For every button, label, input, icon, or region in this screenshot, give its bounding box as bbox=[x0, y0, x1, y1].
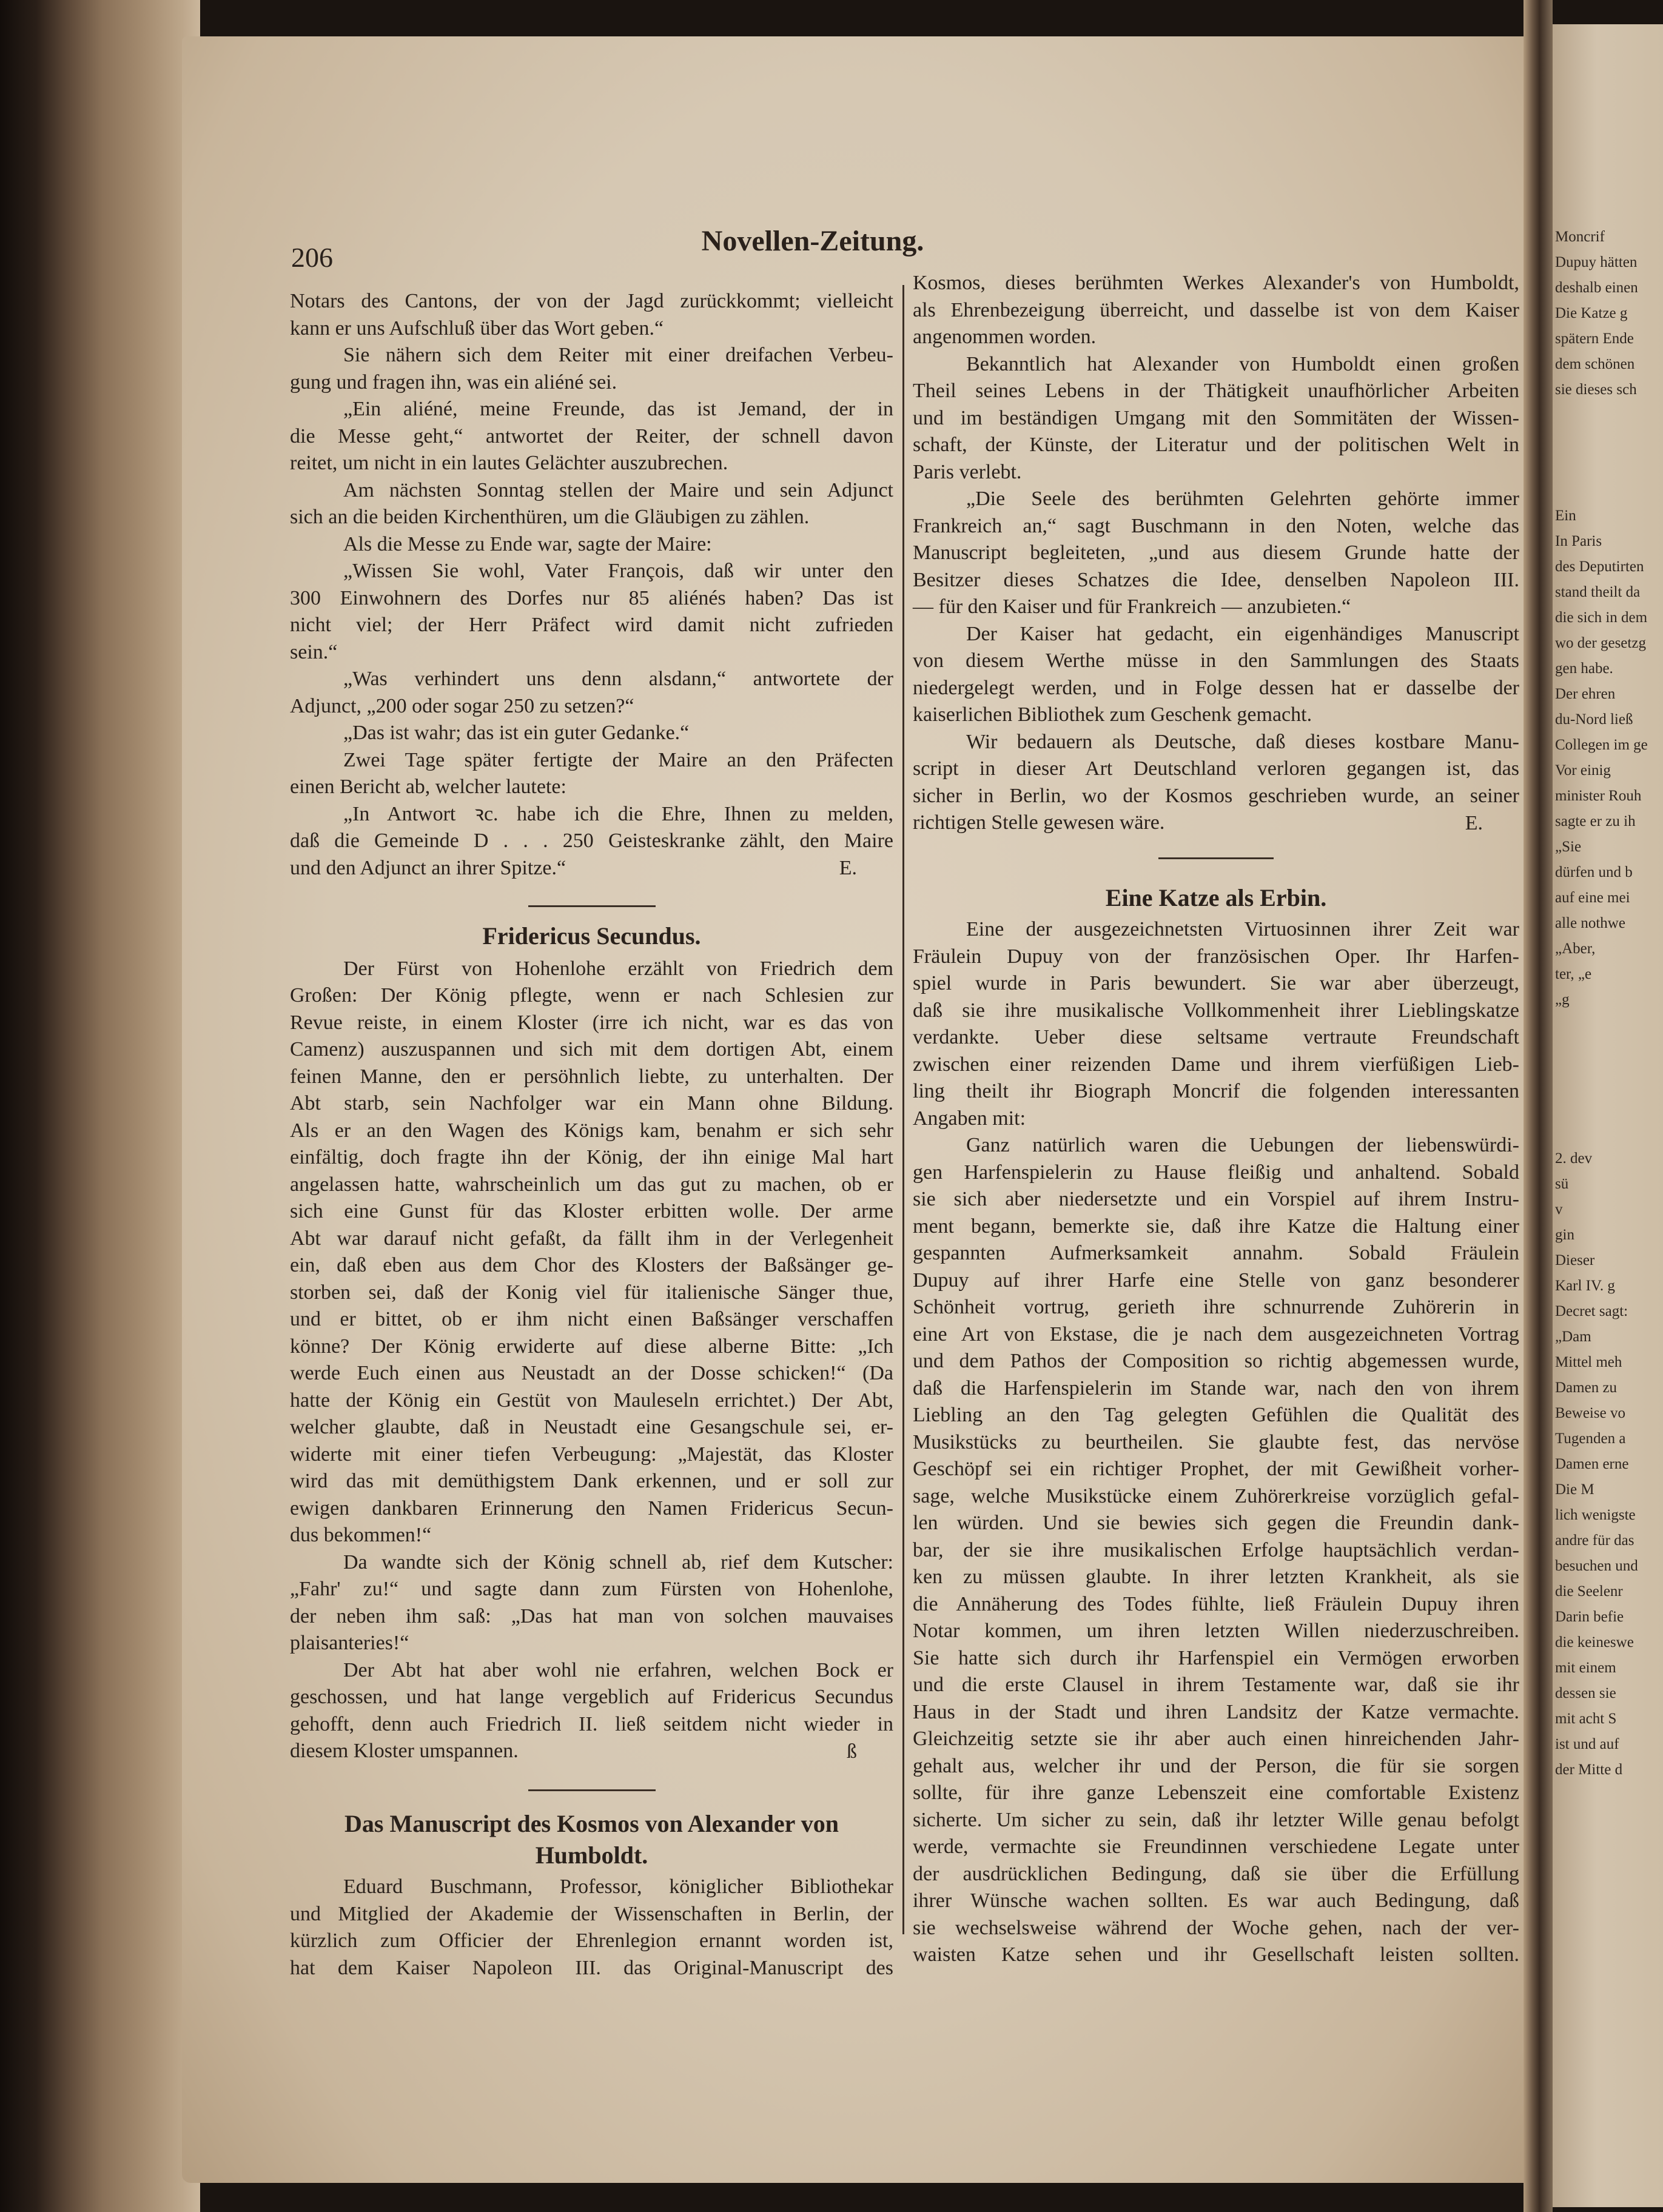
text-line: nicht viel; der Herr Präfect wird damit nicht zufrieden bbox=[290, 614, 893, 636]
text-line: bar, der sie ihre musikalischen Erfolge hauptsächlich verdan- bbox=[913, 1538, 1519, 1561]
next-page-text-fragment: Moncrif bbox=[1555, 229, 1605, 245]
paragraph bbox=[290, 956, 893, 1549]
text-line: wird das mit demüthigstem Dank erkennen, und er soll zur bbox=[290, 1470, 893, 1492]
article-title-line: Humboldt. bbox=[535, 1842, 648, 1869]
text-line: Der Abt hat aber wohl nie erfahren, welchen Bock er bbox=[343, 1658, 893, 1681]
text-line: Notar kommen, um ihren letzten Willen niederzuschreiben. bbox=[913, 1620, 1519, 1642]
text-line: „In Antwort ꝛc. habe ich die Ehre, Ihnen zu melden, bbox=[343, 802, 893, 825]
text-line: und den Adjunct an ihrer Spitze.“ bbox=[290, 856, 566, 879]
text-line: Ganz natürlich waren die Uebungen der liebenswürdi- bbox=[966, 1134, 1519, 1156]
next-page-text-fragment: Mittel meh bbox=[1555, 1354, 1622, 1370]
next-page-text-fragment: die sich in dem bbox=[1555, 609, 1648, 626]
text-line: Fräulein Dupuy von der französischen Oper. Ihr Harfen- bbox=[913, 945, 1519, 968]
paragraph bbox=[290, 531, 893, 558]
text-line: ken zu müssen glaubte. In ihrer letzten Krankheit, als sie bbox=[913, 1566, 1519, 1588]
text-line: „Wissen Sie wohl, Vater François, daß wir unter den bbox=[343, 560, 893, 582]
text-line: Theil seines Lebens in der Thätigkeit unaufhörlicher Arbeiten bbox=[913, 380, 1519, 402]
page-number: 206 bbox=[291, 242, 333, 273]
paragraph bbox=[913, 351, 1519, 486]
text-line: gespannten Aufmerksamkeit annahm. Sobald Fräulein bbox=[913, 1242, 1519, 1264]
next-page-text-fragment: besuchen und bbox=[1555, 1558, 1638, 1574]
next-page-text-fragment: stand theilt da bbox=[1555, 584, 1641, 600]
text-line: spiel wurde in Paris bewundert. Sie war aber überzeugt, bbox=[913, 972, 1519, 994]
text-line: Frankreich an,“ sagt Buschmann in den Noten, welche das bbox=[913, 514, 1519, 537]
section-rule bbox=[528, 905, 656, 907]
text-line: von diesem Werthe müsse in den Sammlungen des Staats bbox=[913, 649, 1519, 672]
article-title bbox=[290, 1808, 893, 1871]
next-page-text-fragment: In Paris bbox=[1555, 533, 1602, 549]
text-line: Der Fürst von Hohenlohe erzählt von Friedrich dem bbox=[343, 957, 893, 980]
text-line: Bekanntlich hat Alexander von Humboldt einen großen bbox=[966, 352, 1519, 375]
next-page-text-fragment: v bbox=[1555, 1201, 1563, 1218]
next-page-text-fragment: Collegen im ge bbox=[1555, 737, 1648, 753]
text-line: werde, vermachte sie Freundinnen verschiedene Legate unter bbox=[913, 1835, 1519, 1858]
text-line: Wir bedauern als Deutsche, daß dieses kostbare Manu- bbox=[966, 730, 1519, 753]
article-title: Eine Katze als Erbin. bbox=[1105, 884, 1327, 911]
text-line: Abt war darauf nicht gefaßt, da fällt ihm in der Verlegenheit bbox=[290, 1227, 893, 1250]
text-line: niedergelegt werden, und in Folge dessen hat er dasselbe der bbox=[913, 676, 1519, 699]
text-line: kürzlich zum Officier der Ehrenlegion ernannt worden ist, bbox=[290, 1929, 893, 1952]
text-line: sich an die beiden Kirchenthüren, um die Gläubigen zu zählen. bbox=[290, 506, 810, 528]
text-line: angelassen hatte, wahrscheinlich um das gut zu machen, ob er bbox=[290, 1173, 893, 1196]
text-line: einen Bericht ab, welcher lautete: bbox=[290, 776, 566, 798]
text-line: Angaben mit: bbox=[913, 1107, 1026, 1130]
text-line: einfältig, doch fragte ihn der König, der ihn einige Mal hart bbox=[290, 1146, 893, 1168]
text-line: zwischen einer reizenden Dame und ihrem vierfüßigen Lieb- bbox=[913, 1053, 1519, 1076]
text-line: hatte der König ein Gestüt von Mauleseln errichtet.) Der Abt, bbox=[290, 1389, 893, 1412]
text-line: daß die Gemeinde D . . . 250 Geisteskranke zählt, den Maire bbox=[290, 830, 893, 852]
text-line: dus bekommen!“ bbox=[290, 1524, 432, 1546]
text-line: werde Euch einen aus Neustadt an der Dosse schicken!“ (Da bbox=[290, 1362, 893, 1384]
text-line: Paris verlebt. bbox=[913, 460, 1022, 483]
text-line: widerte mit einer tiefen Verbeugung: „Majestät, das Kloster bbox=[290, 1443, 893, 1466]
next-page-text-fragment: „Aber, bbox=[1555, 940, 1596, 957]
paragraph bbox=[290, 666, 893, 720]
text-line: Liebling an den Tag gelegten Gefühlen die Qualität des bbox=[913, 1404, 1519, 1426]
next-page-text-fragment: Vor einig bbox=[1555, 762, 1611, 779]
text-line: hat dem Kaiser Napoleon III. das Original-Manuscript des bbox=[290, 1956, 893, 1979]
next-page-text-fragment: „Dam bbox=[1555, 1329, 1591, 1345]
text-line: „Fahr' zu!“ und sagte dann zum Fürsten von Hohenlohe, bbox=[290, 1578, 893, 1600]
text-line: schaft, der Künste, der Literatur und der politischen Welt in bbox=[913, 434, 1519, 456]
text-line: Dupuy auf ihrer Harfe eine Stelle von ganz besonderer bbox=[913, 1269, 1519, 1292]
next-page-text-fragment: die keineswe bbox=[1555, 1634, 1634, 1651]
next-page-text-fragment: spätern Ende bbox=[1555, 330, 1634, 347]
text-line: reitet, um nicht in ein lautes Gelächter auszubrechen. bbox=[290, 452, 728, 474]
text-line: Musikstücks zu beurtheilen. Sie glaubte fest, das nervöse bbox=[913, 1430, 1519, 1453]
next-page-fragment-group bbox=[1555, 503, 1648, 1013]
text-line: Camenz) auszuspannen und sich mit dem dortigen Abt, einem bbox=[290, 1038, 893, 1061]
article-body-katze bbox=[913, 916, 1519, 1969]
text-line: als Ehrenbezeigung überreicht, und dasselbe ist von dem Kaiser bbox=[913, 298, 1519, 321]
next-page-text-fragment: auf eine mei bbox=[1555, 890, 1630, 906]
text-line: eine Art von Ekstase, die je nach dem ausgezeichneten Vortrag bbox=[913, 1322, 1519, 1346]
text-line: sich eine Gunst für das Kloster erbitten wolle. Der arme bbox=[290, 1200, 893, 1222]
text-line: und Mitglied der Akademie der Wissenschaften in Berlin, der bbox=[290, 1902, 893, 1925]
text-line: gen Harfenspielerin zu Hause fleißig und anhaltend. Sobald bbox=[913, 1161, 1519, 1184]
paragraph bbox=[290, 288, 893, 342]
paragraph bbox=[290, 342, 893, 396]
text-line: ein, daß eben aus dem Chor des Klosters der Baßsänger ge- bbox=[290, 1254, 893, 1276]
continued-article-text bbox=[290, 288, 893, 882]
text-line: Geschöpf sei ein richtiger Prophet, der mit Gewißheit vorher- bbox=[913, 1458, 1519, 1480]
article-body-manuscript-continued bbox=[913, 270, 1519, 837]
text-line: Adjunct, „200 oder sogar 250 zu setzen?“ bbox=[290, 694, 634, 717]
text-line: die Messe geht,“ antwortet der Reiter, der schnell davon bbox=[290, 424, 893, 447]
paragraph bbox=[290, 720, 893, 747]
next-page-text-fragment: minister Rouh bbox=[1555, 788, 1642, 804]
next-page-text-fragment: dürfen und b bbox=[1555, 864, 1633, 880]
text-line: — für den Kaiser und für Frankreich — anzubieten.“ bbox=[913, 595, 1351, 618]
text-line: der neben ihm saß: „Das hat man von solchen mauvaises bbox=[290, 1604, 893, 1627]
text-line: feinen Manne, den er persöhnlich liebte, zu unterhalten. Der bbox=[290, 1065, 893, 1088]
next-page-text-fragment: „g bbox=[1555, 991, 1570, 1008]
paragraph bbox=[290, 1549, 893, 1657]
text-line: Manuscript begleiteten, „und aus diesem Grunde hatte der bbox=[913, 541, 1519, 564]
next-page-text-fragment: deshalb einen bbox=[1555, 280, 1638, 296]
paragraph bbox=[913, 1132, 1519, 1969]
text-line: plaisanteries!“ bbox=[290, 1632, 409, 1654]
text-line: sein.“ bbox=[290, 640, 338, 663]
paragraph bbox=[913, 270, 1519, 351]
book-page-edges bbox=[0, 0, 200, 2212]
paragraph bbox=[290, 477, 893, 531]
text-line: verdankte. Ueber diese seltsame vertraute Freundschaft bbox=[913, 1026, 1519, 1048]
text-line: len würden. Und sie bewies sich gegen die Freundin dank- bbox=[913, 1512, 1519, 1534]
text-line: sicherte. Um sicher zu sein, daß ihr letzter Wille genau befolgt bbox=[913, 1808, 1519, 1831]
next-page-text-fragment: sü bbox=[1555, 1176, 1569, 1192]
text-line: und im beständigen Umgang mit den Sommitäten der Wissen- bbox=[913, 406, 1519, 429]
next-page-text-fragment: Die M bbox=[1555, 1481, 1594, 1498]
next-page-text-fragment: mit acht S bbox=[1555, 1711, 1617, 1727]
section-rule bbox=[1158, 857, 1274, 859]
text-line: daß sie ihre musikalische Vollkommenheit ihrer Lieblingskatze bbox=[913, 999, 1519, 1022]
next-page-text-fragment: du-Nord ließ bbox=[1555, 711, 1633, 728]
book-gutter bbox=[1524, 0, 1553, 2212]
text-line: Abt starb, sein Nachfolger war ein Mann ohne Bildung. bbox=[290, 1092, 893, 1114]
signature: E. bbox=[1465, 811, 1483, 834]
text-line: 300 Einwohnern des Dorfes nur 85 aliénés haben? Das ist bbox=[290, 586, 893, 609]
text-line: „Das ist wahr; das ist ein guter Gedanke.“ bbox=[343, 722, 690, 744]
paragraph bbox=[913, 916, 1519, 1132]
text-line: richtigen Stelle gewesen wäre. bbox=[913, 811, 1165, 834]
signature: E. bbox=[839, 857, 857, 879]
text-line: ment begann, bemerkte sie, daß ihre Katze die Haltung einer bbox=[913, 1215, 1519, 1238]
next-page-partial bbox=[1553, 24, 1663, 2207]
text-line: Notars des Cantons, der von der Jagd zurückkommt; vielleicht bbox=[290, 290, 893, 312]
text-line: Schönheit vortrug, gerieth ihre schnurrende Zuhörerin in bbox=[913, 1296, 1519, 1318]
article-title: Fridericus Secundus. bbox=[482, 922, 701, 950]
text-line: Haus in der Stadt und ihren Landsitz der Katze vermachte. bbox=[913, 1700, 1519, 1723]
next-page-text-fragment: 2. dev bbox=[1555, 1150, 1593, 1167]
text-line: geschossen, und hat lange vergeblich auf Fridericus Secundus bbox=[290, 1686, 893, 1708]
text-line: Sie nähern sich dem Reiter mit einer dreifachen Verbeu- bbox=[343, 344, 893, 366]
text-line: „Was verhindert uns denn alsdann,“ antwortete der bbox=[343, 668, 893, 690]
left-column bbox=[290, 288, 893, 1982]
next-page-fragment-group bbox=[1555, 1146, 1638, 1783]
next-page-text-fragment: Beweise vo bbox=[1555, 1405, 1625, 1421]
next-page-text-fragment: mit einem bbox=[1555, 1660, 1616, 1676]
text-line: die Annäherung des Todes fühlte, ließ Fräulein Dupuy ihren bbox=[913, 1592, 1519, 1615]
text-line: „Ein aliéné, meine Freunde, das ist Jemand, der in bbox=[343, 398, 893, 420]
column-divider bbox=[902, 285, 904, 1934]
next-page-text-fragment: des Deputirten bbox=[1555, 558, 1644, 575]
signature: ß bbox=[847, 1740, 857, 1763]
next-page-text-fragment: Ein bbox=[1555, 508, 1576, 524]
paragraph bbox=[913, 486, 1519, 621]
paragraph bbox=[290, 1874, 893, 1982]
next-page-text-fragment: Karl IV. g bbox=[1555, 1278, 1615, 1294]
next-page-fragment-group bbox=[1555, 224, 1638, 403]
text-line: sicher in Berlin, wo der Kosmos geschrieben wurde, an seiner bbox=[913, 784, 1519, 807]
text-line: gehofft, denn auch Friedrich II. ließ seitdem nicht wieder in bbox=[290, 1712, 893, 1735]
next-page-text-fragment: sagte er zu ih bbox=[1555, 813, 1636, 830]
text-line: welcher glaubte, daß in Neustadt eine Gesangschule sei, er- bbox=[290, 1416, 893, 1438]
next-page-text-fragment: dessen sie bbox=[1555, 1685, 1616, 1701]
paragraph bbox=[290, 558, 893, 666]
next-page-text-fragment: gen habe. bbox=[1555, 660, 1613, 677]
next-page-text-fragment: Die Katze g bbox=[1555, 305, 1628, 321]
next-page-text-fragment: andre für das bbox=[1555, 1532, 1634, 1549]
text-line: sage, welche Musikstücke einem Zuhörerkreise vorzüglich gefal- bbox=[913, 1484, 1519, 1507]
text-line: der ausdrücklichen Bedingung, daß sie über die Erfüllung bbox=[913, 1862, 1519, 1885]
next-page-text-fragment: sie dieses sch bbox=[1555, 381, 1637, 398]
paragraph bbox=[913, 621, 1519, 729]
text-line: angenommen worden. bbox=[913, 326, 1097, 348]
text-line: Gleichzeitig setzte sie ihr aber auch einen hinreichenden Jahr- bbox=[913, 1728, 1519, 1750]
next-page-text-fragment: wo der gesetzg bbox=[1555, 635, 1646, 651]
text-line: ewigen dankbaren Erinnerung den Namen Fridericus Secun- bbox=[290, 1496, 893, 1520]
next-page-text-fragment: Dieser bbox=[1555, 1252, 1595, 1269]
text-line: Da wandte sich der König schnell ab, rief dem Kutscher: bbox=[343, 1550, 893, 1574]
text-line: gehalt aus, welcher ihr und der Person, die für sie sorgen bbox=[913, 1754, 1519, 1777]
text-line: kann er uns Aufschluß über das Wort geben.“ bbox=[290, 317, 664, 340]
next-page-text-fragment: alle nothwe bbox=[1555, 915, 1625, 931]
text-line: Großen: Der König pflegte, wenn er nach Schlesien zur bbox=[290, 984, 893, 1007]
text-line: sollte, für ihre ganze Lebenszeit eine comfortable Existenz bbox=[913, 1781, 1519, 1804]
paragraph bbox=[290, 1657, 893, 1765]
text-line: „Die Seele des berühmten Gelehrten gehörte immer bbox=[966, 488, 1519, 510]
article-body-manuscript bbox=[290, 1874, 893, 1982]
next-page-text-fragment: Der ehren bbox=[1555, 686, 1616, 702]
text-line: Als er an den Wagen des Königs kam, benahm er sich sehr bbox=[290, 1119, 893, 1142]
text-line: Zwei Tage später fertigte der Maire an den Präfecten bbox=[343, 748, 893, 771]
next-page-text-fragment: ist und auf bbox=[1555, 1736, 1619, 1752]
text-line: Am nächsten Sonntag stellen der Maire und sein Adjunct bbox=[343, 478, 893, 501]
next-page-text-fragment: Decret sagt: bbox=[1555, 1303, 1628, 1319]
text-line: sie sich aber niedersetzte und ein Vorspiel auf ihrem Instru- bbox=[913, 1188, 1519, 1210]
text-line: diesem Kloster umspannen. bbox=[290, 1740, 519, 1762]
next-page-text-fragment: Dupuy hätten bbox=[1555, 254, 1638, 270]
text-line: kaiserlichen Bibliothek zum Geschenk gemacht. bbox=[913, 703, 1312, 726]
next-page-text-fragment: lich wenigste bbox=[1555, 1507, 1636, 1523]
running-title: Novellen-Zeitung. bbox=[701, 225, 924, 257]
text-line: Sie hatte sich durch ihr Harfenspiel ein Vermögen erworben bbox=[913, 1646, 1519, 1669]
text-line: Revue reiste, in einem Kloster (irre ich nicht, war es das von bbox=[290, 1011, 893, 1034]
text-line: und die erste Clausel in ihrem Testamente war, daß sie ihr bbox=[913, 1674, 1519, 1696]
text-line: sie wechselsweise während der Woche gehen, nach der ver- bbox=[913, 1916, 1519, 1939]
text-line: daß die Harfenspielerin im Stande war, nach den von ihrem bbox=[913, 1376, 1519, 1399]
next-page-text-fragment: Damen erne bbox=[1555, 1456, 1629, 1472]
text-line: Der Kaiser hat gedacht, ein eigenhändiges Manuscript bbox=[966, 622, 1519, 645]
next-page-text-fragment: Damen zu bbox=[1555, 1379, 1618, 1396]
text-line: storben sei, daß der Konig viel für italienische Sänger thue, bbox=[290, 1281, 893, 1304]
text-line: Eine der ausgezeichnetsten Virtuosinnen ihrer Zeit war bbox=[966, 918, 1519, 940]
next-page-text-fragment: Darin befie bbox=[1555, 1609, 1624, 1625]
text-line: script in dieser Art Deutschland verloren gegangen ist, das bbox=[913, 757, 1519, 780]
section-rule bbox=[528, 1789, 656, 1791]
article-body-fridericus bbox=[290, 956, 893, 1765]
text-line: und dem Pathos der Composition so richtig abgemessen wurde, bbox=[913, 1350, 1519, 1372]
paragraph bbox=[913, 729, 1519, 837]
next-page-text-fragment: Tugenden a bbox=[1555, 1430, 1626, 1447]
text-line: Kosmos, dieses berühmten Werkes Alexander's von Humboldt, bbox=[913, 272, 1519, 294]
paragraph bbox=[290, 801, 893, 882]
next-page-text-fragment: gin bbox=[1555, 1227, 1574, 1243]
next-page-text-fragment: die Seelenr bbox=[1555, 1583, 1623, 1600]
next-page-text-fragment: ter, „e bbox=[1555, 966, 1592, 982]
right-column bbox=[913, 270, 1519, 1969]
paragraph bbox=[290, 396, 893, 477]
text-line: ihrer Wünsche wachen sollten. Es war auch Bedingung, daß bbox=[913, 1889, 1519, 1912]
text-line: Besitzer dieses Schatzes die Idee, denselben Napoleon III. bbox=[913, 568, 1519, 591]
next-page-text-fragment: der Mitte d bbox=[1555, 1761, 1623, 1778]
text-line: Als die Messe zu Ende war, sagte der Maire: bbox=[343, 532, 712, 555]
text-line: könne? Der König erwiderte auf diese alberne Bitte: „Ich bbox=[290, 1335, 893, 1358]
next-page-text-fragment: dem schönen bbox=[1555, 356, 1635, 372]
paragraph bbox=[290, 747, 893, 801]
text-line: ling theilt ihr Biograph Moncrif die folgenden interessanten bbox=[913, 1080, 1519, 1102]
text-line: Eduard Buschmann, Professor, königlicher Bibliothekar bbox=[343, 1875, 893, 1898]
text-line: und er bittet, ob er ihm nicht einen Baßsänger verschaffen bbox=[290, 1308, 893, 1330]
text-line: gung und fragen ihn, was ein aliéné sei. bbox=[290, 370, 617, 394]
next-page-text-fragment: „Sie bbox=[1555, 839, 1582, 855]
text-line: waisten Katze sehen und ihr Gesellschaft leisten sollten. bbox=[913, 1943, 1519, 1966]
article-title-line: Das Manuscript des Kosmos von Alexander von bbox=[344, 1810, 839, 1837]
